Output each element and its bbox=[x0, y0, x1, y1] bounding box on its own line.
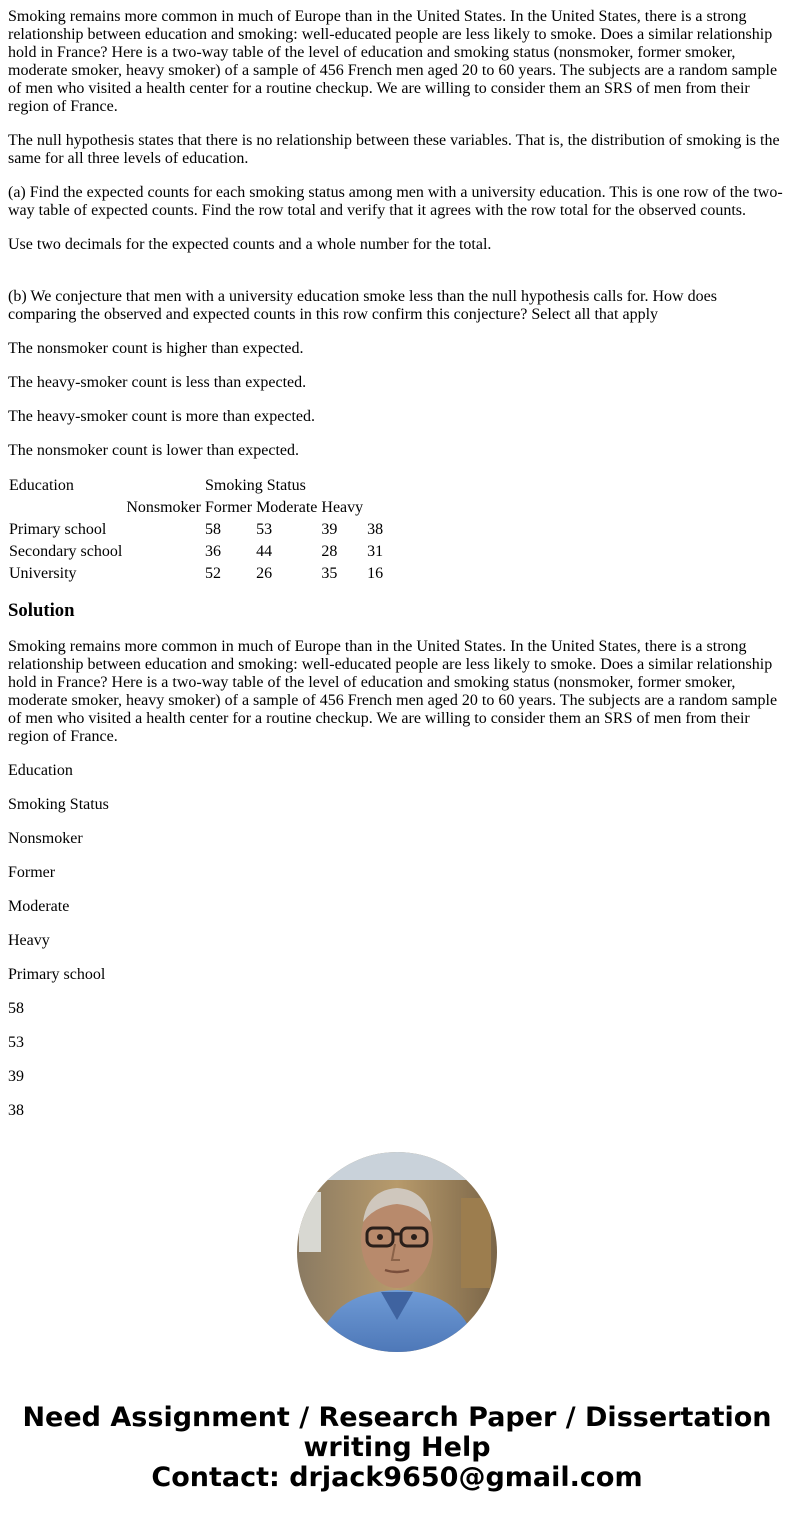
page-content bbox=[8, 8, 786, 1136]
table-cell: 16 bbox=[367, 565, 384, 582]
smoking-education-table bbox=[6, 474, 386, 586]
solution-heading: Solution bbox=[8, 600, 75, 621]
solution-item: Former bbox=[8, 864, 56, 881]
question-intro: Smoking remains more common in much of Europe than in the United States. In the United States, there is a strong relationship between education and smoking: well-educated people are less likely to smoke. Does a similar relationship hold in France? Here is a two-way table of the level of education and smoking status (nonsmoker, former smoker, moderate smoker, heavy smoker) of a sample of 456 French men aged 20 to 60 years. The subjects are a random sample of men who visited a health center for a routine checkup. We are willing to consider them an SRS of men from their region of France. bbox=[8, 8, 778, 115]
table-row bbox=[8, 564, 384, 584]
table-header-row bbox=[8, 476, 384, 496]
column-header: Moderate bbox=[256, 499, 318, 516]
banner-contact-line: Contact: drjack9650@gmail.com bbox=[151, 1462, 643, 1493]
solution-item: Primary school bbox=[8, 966, 106, 983]
table-cell: 53 bbox=[256, 521, 273, 538]
solution-item: Education bbox=[8, 762, 73, 779]
solution-item: 38 bbox=[8, 1102, 24, 1119]
solution-item: 39 bbox=[8, 1068, 24, 1085]
solution-item: 53 bbox=[8, 1034, 24, 1051]
avatar bbox=[297, 1152, 497, 1352]
row-label: University bbox=[9, 565, 77, 582]
spacer bbox=[8, 270, 786, 288]
solution-item: Heavy bbox=[8, 932, 50, 949]
option-3: The heavy-smoker count is more than expected. bbox=[8, 408, 315, 425]
solution-item: Nonsmoker bbox=[8, 830, 83, 847]
table-row bbox=[8, 542, 384, 562]
row-label: Secondary school bbox=[9, 543, 123, 560]
education-header: Education bbox=[9, 477, 74, 494]
solution-item: 58 bbox=[8, 1000, 24, 1017]
row-label: Primary school bbox=[9, 521, 107, 538]
part-a-note: Use two decimals for the expected counts and a whole number for the total. bbox=[8, 236, 492, 253]
table-cell: 52 bbox=[204, 565, 221, 582]
table-cell: 35 bbox=[321, 565, 338, 582]
table-cell: 36 bbox=[204, 543, 221, 560]
table-cell: 39 bbox=[321, 521, 338, 538]
column-header: Heavy bbox=[321, 499, 364, 516]
table-cell: 28 bbox=[321, 543, 338, 560]
option-1: The nonsmoker count is higher than expected. bbox=[8, 340, 304, 357]
column-header: Former bbox=[204, 499, 253, 516]
table-cell: 44 bbox=[256, 543, 273, 560]
person-portrait-icon bbox=[297, 1152, 497, 1352]
banner-line-2: writing Help bbox=[303, 1432, 491, 1463]
solution-item: Smoking Status bbox=[8, 796, 109, 813]
part-b-text: (b) We conjecture that men with a university education smoke less than the null hypothesis calls for. How does comparing the observed and expected counts in this row confirm this conjecture? Select all that apply bbox=[8, 288, 717, 323]
table-column-row bbox=[8, 498, 384, 518]
part-a-text: (a) Find the expected counts for each smoking status among men with a university education. This is one row of the two-way table of expected counts. Find the row total and verify that it agrees with the row total for the observed counts. bbox=[8, 184, 783, 219]
table-cell: 26 bbox=[256, 565, 273, 582]
contact-banner bbox=[0, 1403, 794, 1493]
solution-item: Moderate bbox=[8, 898, 70, 915]
null-hypothesis-text: The null hypothesis states that there is no relationship between these variables. That is, the distribution of smoking is the same for all three levels of education. bbox=[8, 132, 780, 167]
smoking-status-header: Smoking Status bbox=[204, 477, 306, 494]
table-cell: 31 bbox=[367, 543, 384, 560]
option-2: The heavy-smoker count is less than expected. bbox=[8, 374, 307, 391]
table-cell: 58 bbox=[204, 521, 221, 538]
column-header: Nonsmoker bbox=[126, 499, 201, 516]
table-cell: 38 bbox=[367, 521, 384, 538]
table-row bbox=[8, 520, 384, 540]
solution-intro: Smoking remains more common in much of Europe than in the United States. In the United States, there is a strong relationship between education and smoking: well-educated people are less likely to smoke. Does a similar relationship hold in France? Here is a two-way table of the level of education and smoking status (nonsmoker, former smoker, moderate smoker, heavy smoker) of a sample of 456 French men aged 20 to 60 years. The subjects are a random sample of men who visited a health center for a routine checkup. We are willing to consider them an SRS of men from their region of France. bbox=[8, 638, 778, 745]
option-4: The nonsmoker count is lower than expected. bbox=[8, 442, 300, 459]
banner-line-1: Need Assignment / Research Paper / Dissertation bbox=[22, 1402, 772, 1433]
